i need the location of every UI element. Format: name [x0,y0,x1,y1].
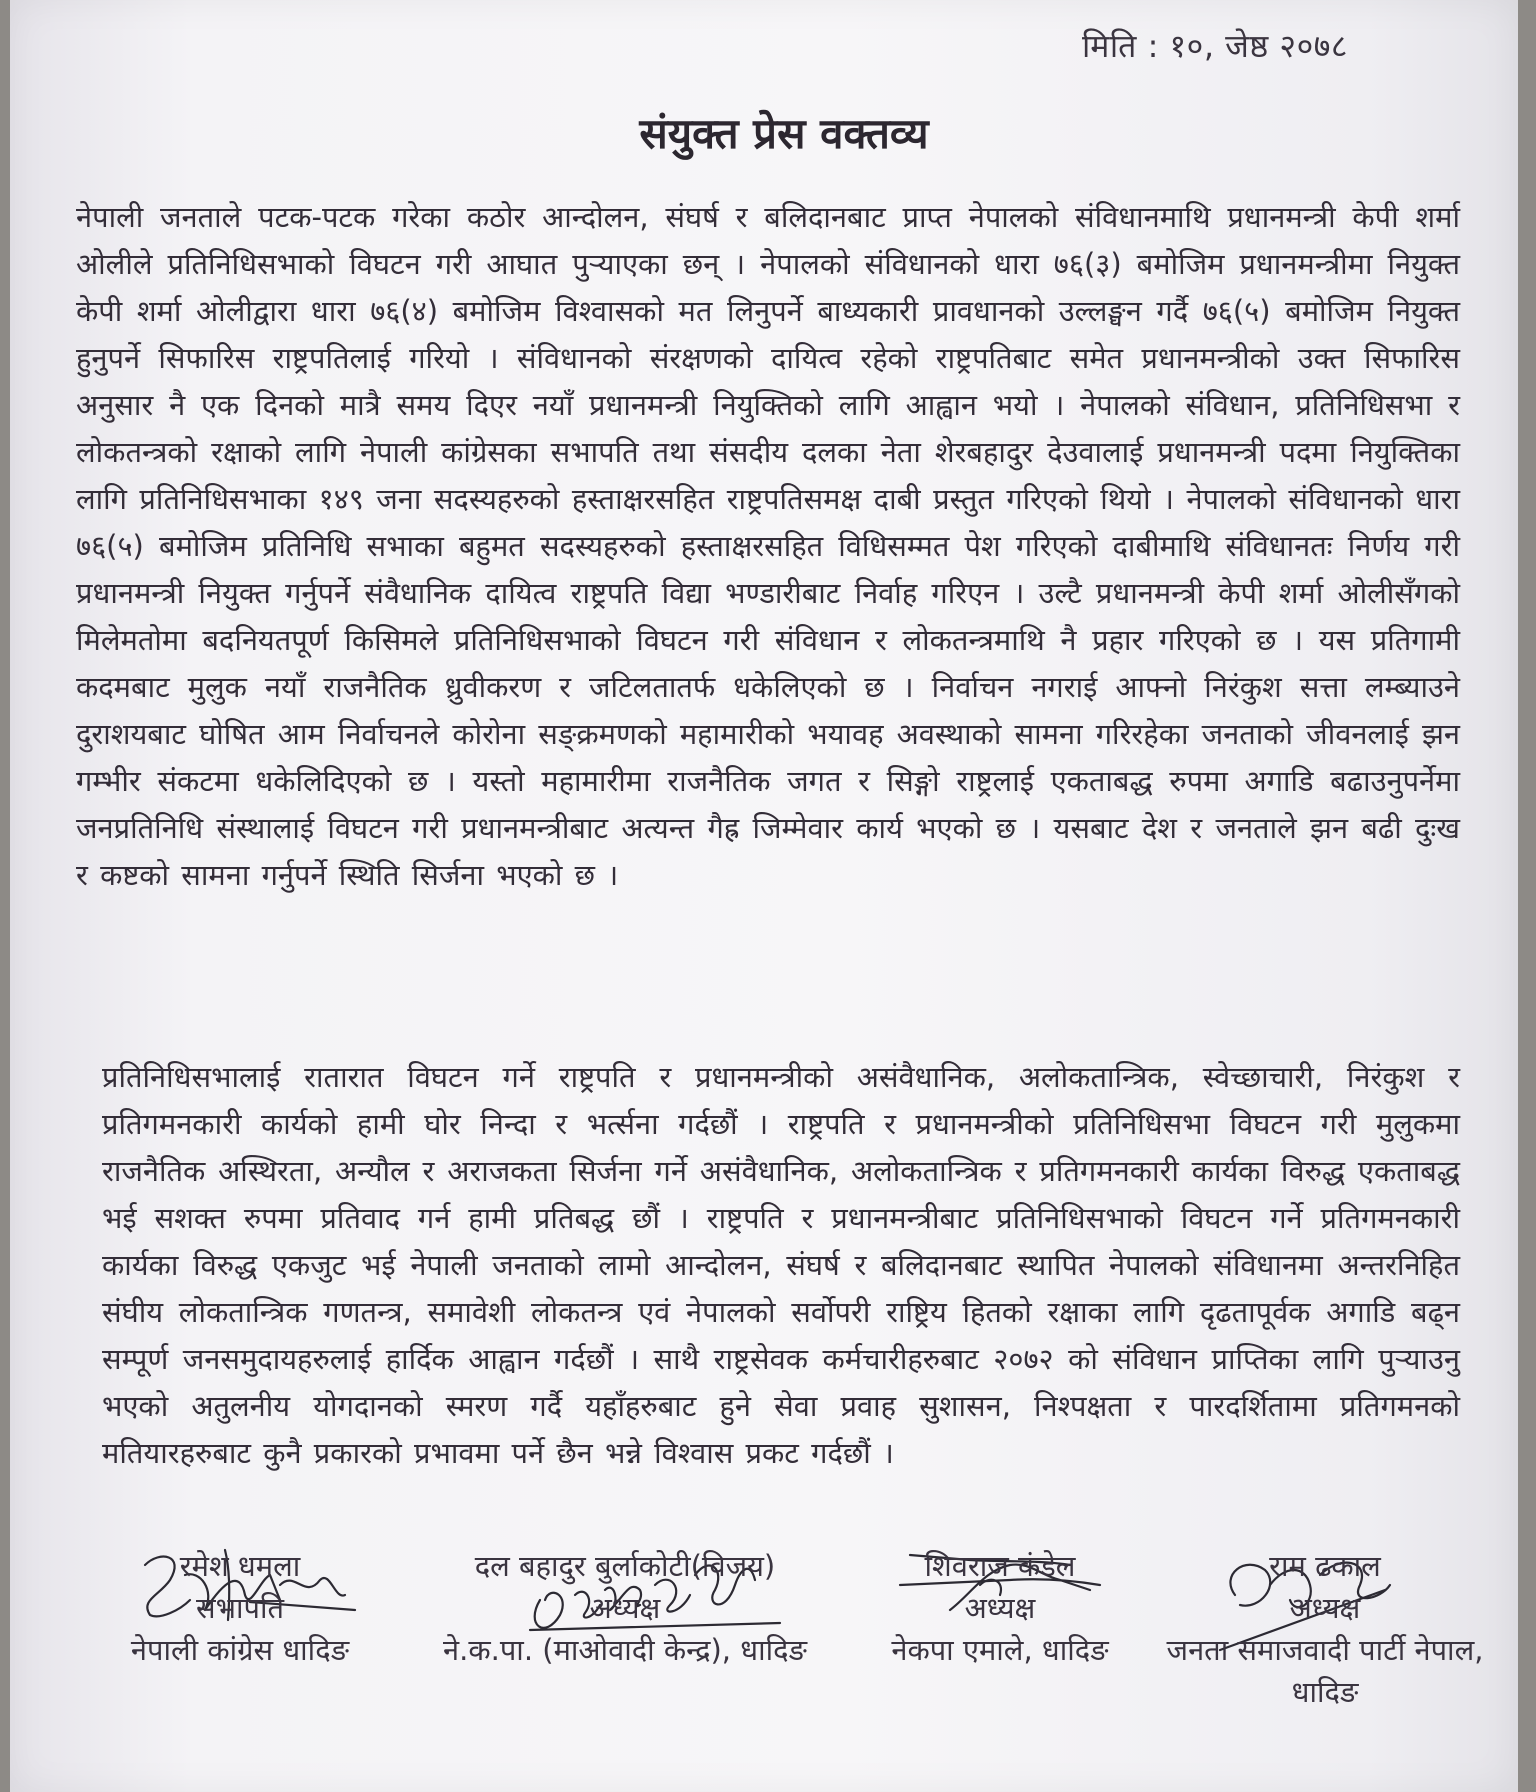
signatory-org: जनता समाजवादी पार्टी नेपाल, धादिङ [1166,1633,1484,1709]
document-date: मिति : १०, जेष्ठ २०७८ [1081,27,1348,65]
signatory-role: अध्यक्ष [589,1591,661,1625]
body-paragraph-1: नेपाली जनताले पटक-पटक गरेका कठोर आन्दोलन, संघर्ष र बलिदानबाट प्राप्त नेपालको संविधानमाथि प्रधानमन्त्री केपी शर्मा ओलीले प्रतिनिधिसभाको विघटन गरी आघात पुऱ्याएका छन् । नेपालको संविधानको धारा ७६(३) बमोजिम प्रधानमन्त्रीमा नियुक्त केपी शर्मा ओलीद्वारा धारा ७६(४) बमोजिम विश्वासको मत लिनुपर्ने बाध्यकारी प्रावधानको उल्लङ्घन गर्दै ७६(५) बमोजिम नियुक्त हुनुपर्ने सिफारिस राष्ट्रपतिलाई गरियो । संविधानको संरक्षणको दायित्व रहेको राष्ट्रपतिबाट समेत प्रधानमन्त्रीको उक्त सिफारिस अनुसार नै एक दिनको मात्रै समय दिएर नयाँ प्रधानमन्त्री नियुक्तिको लागि आह्वान भयो । नेपालको संविधान, प्रतिनिधिसभा र लोकतन्त्रको रक्षाको लागि नेपाली कांग्रेसका सभापति तथा संसदीय दलका नेता शेरबहादुर देउवालाई प्रधानमन्त्री पदमा नियुक्तिका लागि प्रतिनिधिसभाका १४९ जना सदस्यहरुको हस्ताक्षरसहित राष्ट्रपतिसमक्ष दाबी प्रस्तुत गरिएको थियो । नेपालको संविधानको धारा ७६(५) बमोजिम प्रतिनिधि सभाका बहुमत सदस्यहरुको हस्ताक्षरसहित विधिसम्मत पेश गरिएको दाबीमाथि संविधानतः निर्णय गरी प्रधानमन्त्री नियुक्त गर्नुपर्ने संवैधानिक दायित्व राष्ट्रपति विद्या भण्डारीबाट निर्वाह गरिएन । उल्टै प्रधानमन्त्री केपी शर्मा ओलीसँगको मिलेमतोमा बदनियतपूर्ण किसिमले प्रतिनिधिसभाको विघटन गरी संविधान र लोकतन्त्रमाथि नै प्रहार गरिएको छ । यस प्रतिगामी कदमबाट मुलुक नयाँ राजनैतिक ध्रुवीकरण र जटिलतातर्फ धकेलिएको छ । निर्वाचन नगराई आफ्नो निरंकुश सत्ता लम्ब्याउने दुराशयबाट घोषित आम निर्वाचनले कोरोना सङ्क्रमणको महामारीको भयावह अवस्थाको सामना गरिरहेका जनताको जीवनलाई झन गम्भीर संकटमा धकेलिदिएको छ । यस्तो महामारीमा राजनैतिक जगत र सिङ्गो राष्ट्रलाई एकताबद्ध रुपमा अगाडि बढाउनुपर्नेमा जनप्रतिनिधि संस्थालाई विघटन गरी प्रधानमन्त्रीबाट अत्यन्त गैह्र जिम्मेवार कार्य भएको छ । यसबाट देश र जनताले झन बढी दुःख र कष्टको सामना गर्नुपर्ने स्थिति सिर्जना भएको छ । [76,200,1460,892]
signatory-role: अध्यक्ष [1289,1591,1361,1625]
signatory-4 [1160,1545,1490,1713]
signatory-org: नेपाली कांग्रेस धादिङ [130,1633,350,1667]
signatory-role: अध्यक्ष [964,1591,1036,1625]
signatory-org: नेकपा एमाले, धादिङ [891,1633,1109,1667]
letter-paper [10,0,1518,1792]
signatory-2 [430,1545,820,1671]
signatory-name: दल बहादुर बुर्लाकोटी(विजय) [474,1549,776,1583]
body-paragraph-2: प्रतिनिधिसभालाई रातारात विघटन गर्ने राष्ट्रपति र प्रधानमन्त्रीको असंवैधानिक, अलोकतान्त्रिक, स्वेच्छाचारी, निरंकुश र प्रतिगमनकारी कार्यको हामी घोर निन्दा र भर्त्सना गर्दछौं । राष्ट्रपति र प्रधानमन्त्रीको प्रतिनिधिसभा विघटन गरी मुलुकमा राजनैतिक अस्थिरता, अन्यौल र अराजकता सिर्जना गर्ने असंवैधानिक, अलोकतान्त्रिक र प्रतिगमनकारी कार्यका विरुद्ध एकताबद्ध भई सशक्त रुपमा प्रतिवाद गर्न हामी प्रतिबद्ध छौं । राष्ट्रपति र प्रधानमन्त्रीबाट प्रतिनिधिसभाको विघटन गर्ने प्रतिगमनकारी कार्यका विरुद्ध एकजुट भई नेपाली जनताको लामो आन्दोलन, संघर्ष र बलिदानबाट स्थापित नेपालको संविधानमा अन्तरनिहित संघीय लोकतान्त्रिक गणतन्त्र, समावेशी लोकतन्त्र एवं नेपालको सर्वोपरी राष्ट्रिय हितको रक्षाका लागि दृढतापूर्वक अगाडि बढ्न सम्पूर्ण जनसमुदायहरुलाई हार्दिक आह्वान गर्दछौं । साथै राष्ट्रसेवक कर्मचारीहरुबाट २०७२ को संविधान प्राप्तिका लागि पुऱ्याउनु भएको अतुलनीय योगदानको स्मरण गर्दै यहाँहरुबाट हुने सेवा प्रवाह सुशासन, निश्पक्षता र पारदर्शितामा प्रतिगमनको मतियारहरुबाट कुनै प्रकारको प्रभावमा पर्ने छैन भन्ने विश्वास प्रकट गर्दछौं । [102,1060,1460,1470]
signatory-role: सभापति [195,1591,284,1625]
signatory-org: ने.क.पा. (माओवादी केन्द्र), धादिङ [443,1633,807,1667]
signatory-name: रमेश धमला [179,1549,301,1583]
signatory-3 [870,1545,1130,1671]
signatory-name: शिवराज कंडेल [924,1549,1076,1583]
signatory-1 [100,1545,380,1671]
document-title: संयुक्त प्रेस वक्तव्य [639,109,929,158]
signatory-name: राम ढकाल [1269,1549,1381,1583]
